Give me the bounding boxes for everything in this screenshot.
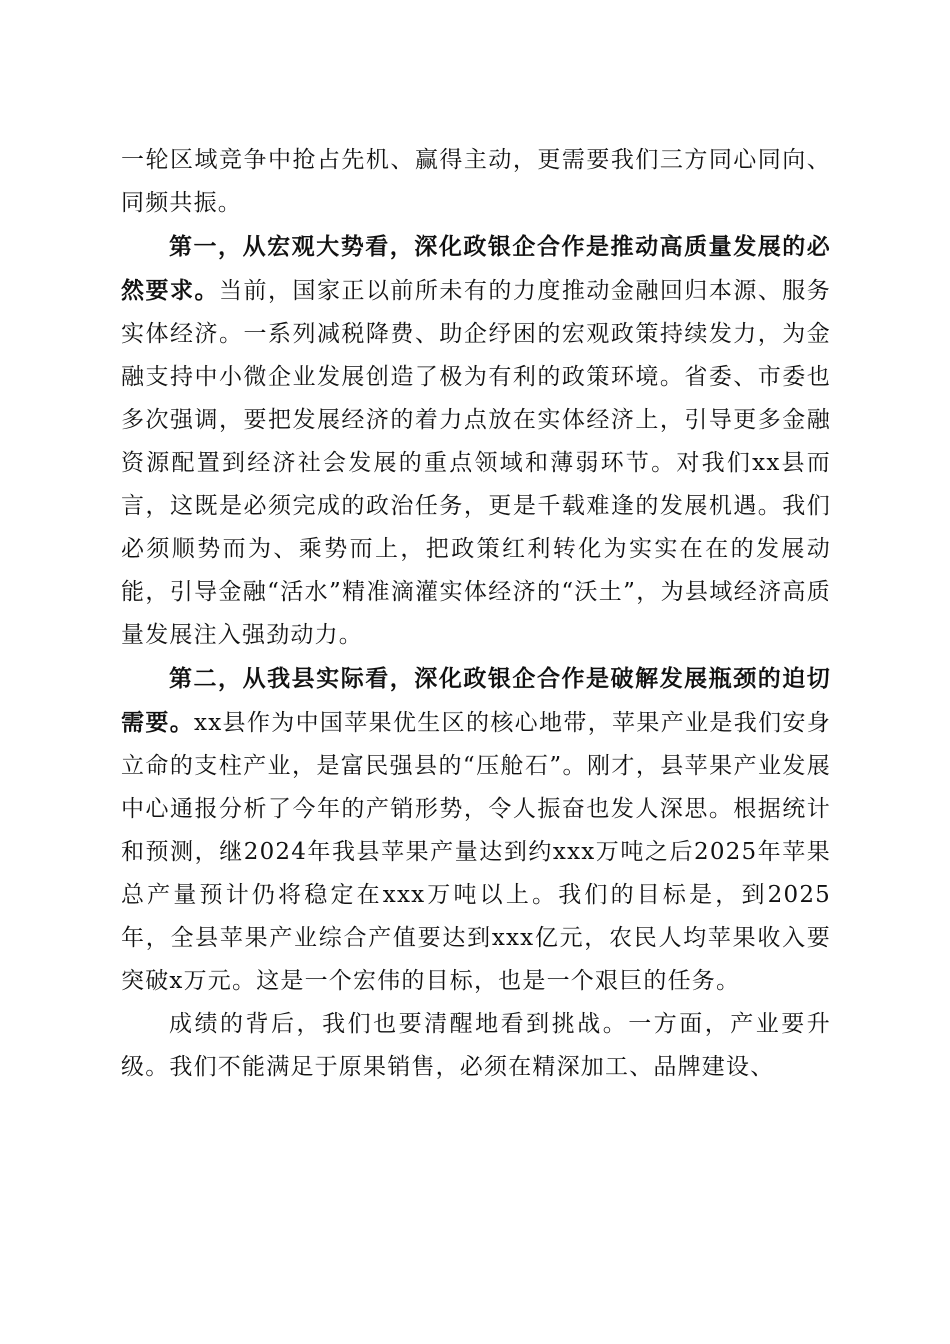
paragraph-text: 一轮区域竞争中抢占先机、赢得主动，更需要我们三方同心同向、同频共振。 bbox=[121, 147, 831, 216]
document-body bbox=[121, 139, 831, 1089]
paragraph-text: xx县作为中国苹果优生区的核心地带，苹果产业是我们安身立命的支柱产业，是富民强县的“压舱石”。刚才，县苹果产业发展中心通报分析了今年的产销形势，令人振奋也发人深思。根据统计和预测，继2024年我县苹果产量达到约xxx万吨之后2025年苹果总产量预计仍将稳定在xxx万吨以上。我们的目标是，到2025年，全县苹果产业综合产值要达到xxx亿元，农民人均苹果收入要突破x万元。这是一个宏伟的目标，也是一个艰巨的任务。 bbox=[121, 710, 832, 994]
paragraph-text: 当前，国家正以前所未有的力度推动金融回归本源、服务实体经济。一系列减税降费、助企纾困的宏观政策持续发力，为金融支持中小微企业发展创造了极为有利的政策环境。省委、市委也多次强调，要把发展经济的着力点放在实体经济上，引导更多金融资源配置到经济社会发展的重点领域和薄弱环节。对我们xx县而言，这既是必须完成的政治任务，更是千载难逢的发展机遇。我们必须顺势而为、乘势而上，把政策红利转化为实实在在的发展动能，引导金融“活水”精准滴灌实体经济的“沃土”，为县域经济高质量发展注入强劲动力。 bbox=[121, 278, 832, 648]
paragraph-challenges bbox=[121, 1003, 831, 1089]
paragraph-lead: 第二，从我县实际看，深化政银企合作是破解发展瓶颈的迫切需要。 bbox=[121, 665, 831, 736]
paragraph-county-reality bbox=[121, 657, 831, 1003]
paragraph-lead: 第一，从宏观大势看，深化政银企合作是推动高质量发展的必然要求。 bbox=[121, 233, 831, 304]
paragraph-continuation bbox=[121, 139, 831, 225]
paragraph-macro-trend bbox=[121, 225, 831, 657]
paragraph-text: 成绩的背后，我们也要清醒地看到挑战。一方面，产业要升级。我们不能满足于原果销售，必须在精深加工、品牌建设、 bbox=[121, 1011, 831, 1080]
